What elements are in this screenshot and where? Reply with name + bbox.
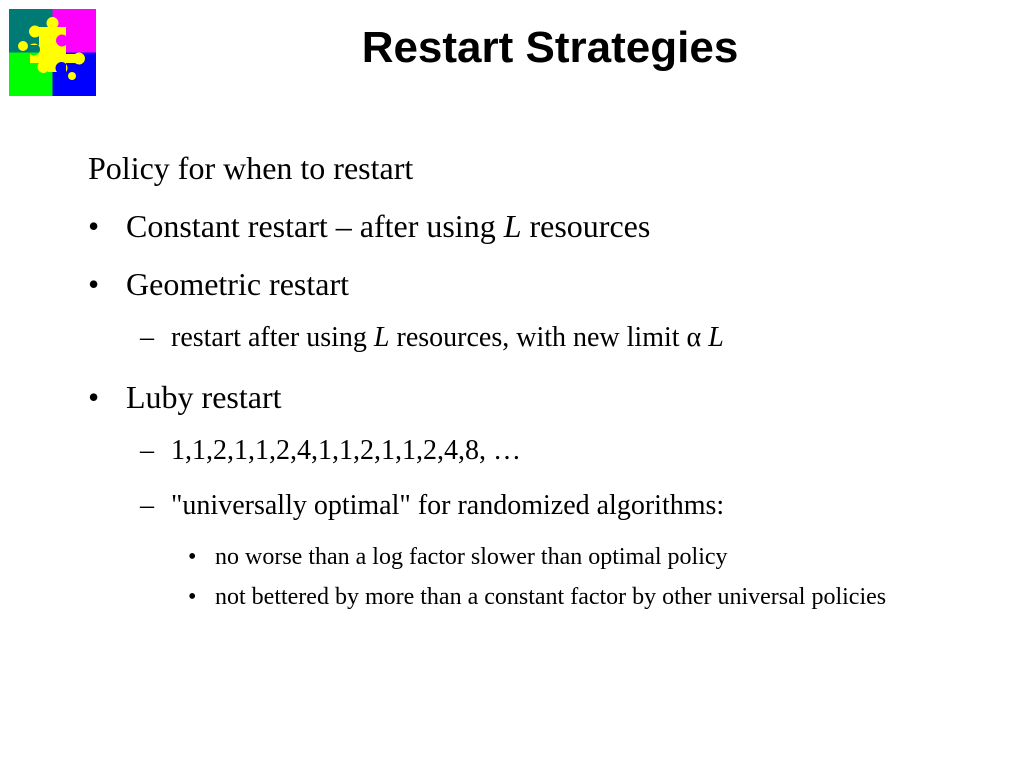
slide-body [88, 143, 988, 620]
bullet-luby-restart: • Luby restart [88, 372, 988, 422]
bullet-icon: • [88, 266, 100, 302]
small-bullet-icon: • [188, 544, 197, 570]
sub-sub-item-log-factor: • no worse than a log factor slower than optimal policy [88, 540, 988, 574]
intro-text: Policy for when to restart [88, 150, 414, 186]
sub-item-luby-sequence: – 1,1,2,1,1,2,4,1,1,2,1,1,2,4,8, … [88, 430, 988, 472]
bullet-icon: • [88, 379, 100, 415]
puzzle-logo-icon [9, 9, 96, 96]
bullet-constant-restart: • Constant restart – after using L resources [88, 201, 988, 251]
bullet-icon: • [88, 208, 100, 244]
dash-icon: – [140, 435, 154, 466]
sub-sub-item-constant-factor: • not bettered by more than a constant factor by other universal policies [88, 580, 988, 614]
bullet-geometric-restart: • Geometric restart [88, 259, 988, 309]
slide-title: Restart Strategies [361, 23, 739, 72]
dash-icon: – [140, 490, 154, 521]
small-bullet-icon: • [188, 584, 197, 610]
sub-item-geometric: – restart after using L resources, with new limit α L [88, 317, 988, 359]
sub-item-universally-optimal: – "universally optimal" for randomized algorithms: [88, 485, 988, 527]
dash-icon: – [140, 322, 154, 353]
